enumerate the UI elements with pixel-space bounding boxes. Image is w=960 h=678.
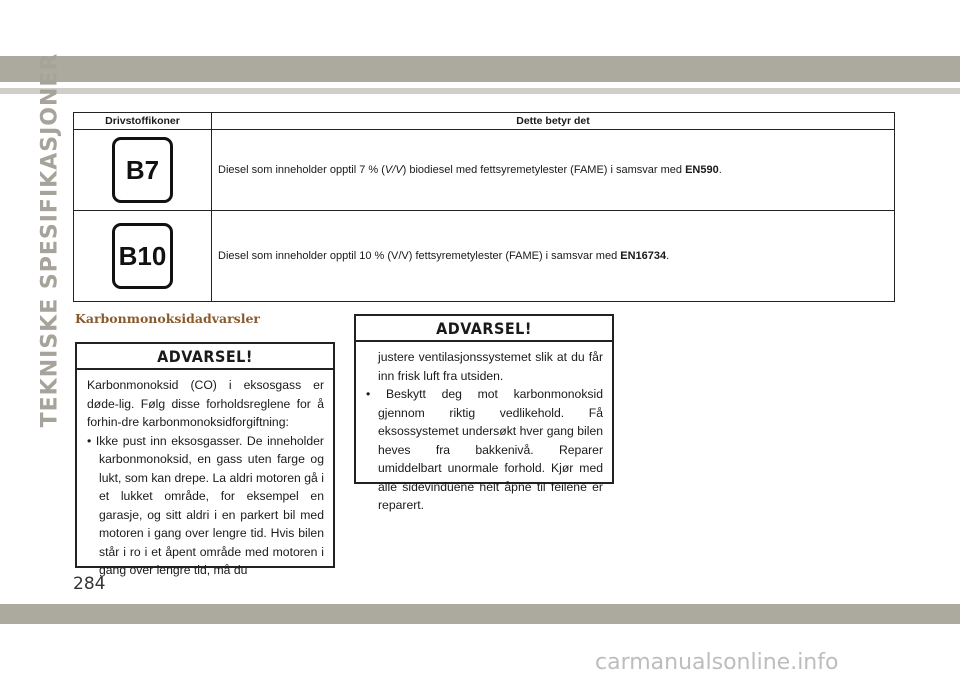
fuel-description: Diesel som inneholder opptil 7 % (V/V) biodiesel med fettsyremetylester (FAME) i samsvar med EN590. [212,130,895,211]
standard-code: EN16734 [620,250,667,262]
warning-continuation: justere ventilasjonssystemet slik at du får inn frisk luft fra utsiden. [378,350,603,383]
b7-fuel-icon: B7 [112,137,173,203]
header-meaning: Dette betyr det [212,113,895,130]
warning-body [356,342,612,521]
warning-bullet: • Ikke pust inn eksosgasser. De inneholder karbonmonoksid, en gass uten farge og lukt, som kan drepe. La aldri motoren gå i et lukket område, for eksempel en garasje, og sitt aldri i en parkert bil med motoren i gang over lengre tid. Hvis bilen står i ro i et åpent område med motoren i gang over lengre tid, må du [87,433,324,577]
warning-title: ADVARSEL! [356,316,612,342]
footer-band [0,604,960,624]
warning-box-continued [354,314,614,512]
header-band [0,56,960,82]
warning-bullet: • Beskytt deg mot karbonmonoksid gjennom riktig vedlikehold. Få eksossystemet undersøkt hver gang bilen heves fra bakkenivå. Reparer umiddelbart unormale forhold. Kjør med alle sidevinduene helt åpne til feilene er reparert. [366,387,603,512]
table-row [74,211,895,302]
warning-intro: Karbonmonoksid (CO) i eksosgass er døde-lig. Følg disse forholdsreglene for å forhin-dre karbonmonoksidforgiftning: [87,378,324,429]
b10-fuel-icon: B10 [112,223,173,289]
fuel-icon-cell [74,130,212,211]
table-row [74,130,895,211]
table-header-row [74,113,895,130]
warning-box [75,342,335,577]
page-number: 284 [73,574,106,594]
fuel-description: Diesel som inneholder opptil 10 % (V/V) fettsyremetylester (FAME) i samsvar med EN16734. [212,211,895,302]
fuel-icons-table [73,112,895,302]
watermark: carmanualsonline.info [595,650,839,675]
side-section-title: TEKNISKE SPESIFIKASJONER [37,52,63,428]
standard-code: EN590 [685,164,719,176]
header-fuel-icons: Drivstoffikoner [74,113,212,130]
fuel-icon-cell [74,211,212,302]
section-heading: Karbonmonoksidadvarsler [75,311,261,326]
header-rule [0,88,960,94]
warning-title: ADVARSEL! [77,344,333,370]
warning-body [77,370,333,586]
